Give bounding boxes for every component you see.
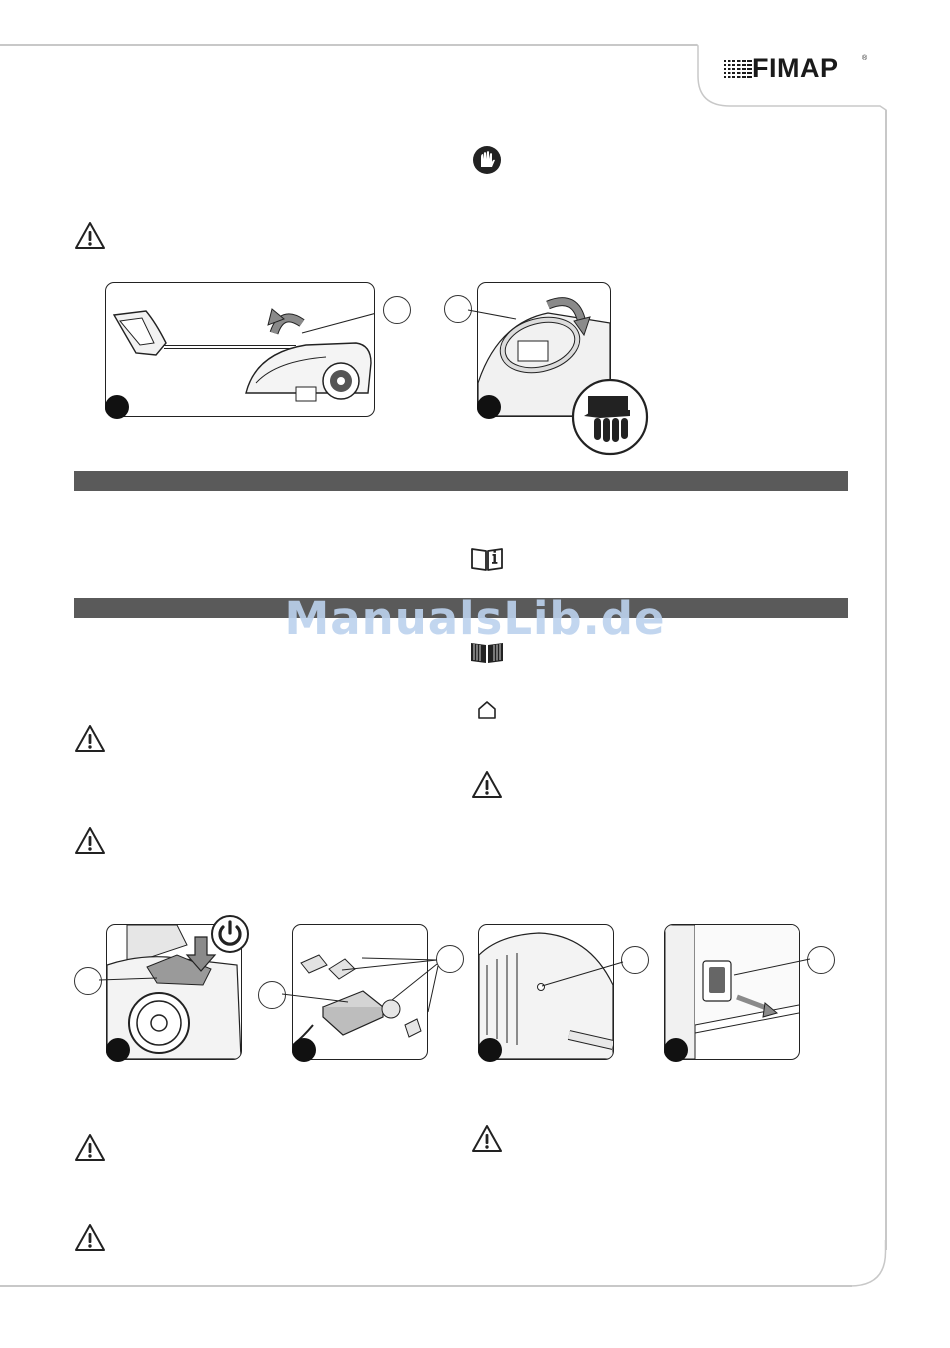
page-right-rule	[885, 110, 887, 1250]
callout-circle	[74, 967, 102, 995]
page-top-rule	[0, 44, 697, 46]
callout-leader-line	[540, 960, 625, 990]
power-button-icon	[210, 914, 250, 954]
section-header-bar-1	[74, 471, 848, 491]
brand-registered-mark: ®	[862, 55, 868, 62]
figure-6-illustration	[665, 925, 799, 1059]
warning-triangle-icon	[74, 1133, 106, 1163]
page-bottom-rule	[0, 1285, 852, 1287]
figure-number-badge	[292, 1038, 316, 1062]
figure-1-handle-unfold	[105, 282, 375, 417]
protective-gloves-icon	[472, 145, 502, 175]
figure-number-badge	[664, 1038, 688, 1062]
figure-5-charger-led	[478, 924, 614, 1060]
callout-leader-lines	[282, 950, 442, 1020]
warning-triangle-icon	[74, 1223, 106, 1253]
figure-6-charging-port	[664, 924, 800, 1060]
page-frame-corner-bottom	[820, 1240, 890, 1290]
figure-5-illustration	[479, 925, 613, 1059]
figure-number-badge	[105, 395, 129, 419]
hand-grip-icon	[570, 378, 650, 456]
fimap-dot-grid-logo	[724, 60, 752, 82]
figure-1-illustration	[106, 283, 374, 416]
figure-number-badge	[478, 1038, 502, 1062]
callout-leader-line	[99, 972, 159, 992]
watermark-text: ManualsLib.de	[284, 592, 666, 645]
warning-triangle-icon	[74, 724, 106, 754]
warning-triangle-icon	[74, 221, 106, 251]
callout-circle	[621, 946, 649, 974]
warning-triangle-icon	[471, 770, 503, 800]
figure-number-badge	[106, 1038, 130, 1062]
callout-circle	[383, 296, 411, 324]
warning-triangle-icon	[471, 1124, 503, 1154]
warning-triangle-icon	[74, 826, 106, 856]
callout-leader-line	[732, 957, 812, 979]
brand-logo-text: FIMAP	[752, 53, 839, 83]
indoor-house-icon	[476, 700, 498, 720]
figure-number-badge	[477, 395, 501, 419]
callout-leader-line	[468, 305, 518, 325]
read-manual-info-icon	[470, 546, 504, 572]
